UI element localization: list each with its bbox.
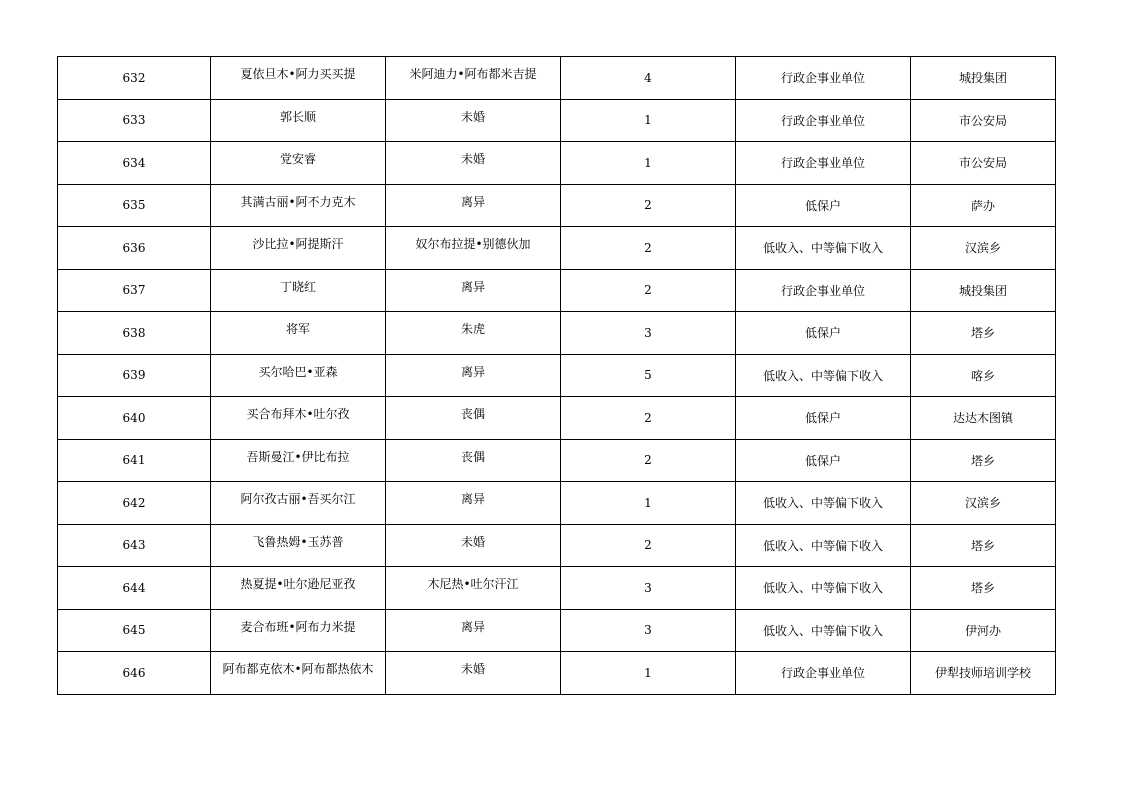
table-row	[58, 439, 1056, 482]
row-number-cell: 637	[58, 269, 211, 312]
row-number-cell: 645	[58, 609, 211, 652]
unit-cell: 达达木图镇	[911, 397, 1056, 440]
cell-text: 奴尔布拉提•别德伙加	[415, 237, 531, 251]
row-number-cell: 635	[58, 184, 211, 227]
household-size-cell: 3	[561, 609, 736, 652]
cell-text: 米阿迪力•阿布都米吉提	[409, 67, 537, 81]
cell-text: 丧偶	[460, 407, 485, 421]
spouse-cell	[386, 312, 561, 355]
cell-text: 未婚	[460, 109, 485, 124]
cell-text: 其满古丽•阿不力克木	[240, 194, 356, 209]
category-cell: 低保户	[736, 397, 911, 440]
spouse-cell	[386, 609, 561, 652]
spouse-cell	[386, 269, 561, 312]
applicant-name-cell	[211, 397, 386, 440]
cell-text: 阿布都克依木•阿布都热依木	[222, 662, 374, 676]
cell-text: 党安睿	[279, 152, 316, 166]
unit-cell: 伊犁技师培训学校	[911, 652, 1056, 695]
unit-cell: 市公安局	[911, 99, 1056, 142]
row-number-cell: 634	[58, 142, 211, 185]
household-size-cell: 2	[561, 184, 736, 227]
category-cell: 低保户	[736, 312, 911, 355]
spouse-cell	[386, 439, 561, 482]
category-cell: 低收入、中等偏下收入	[736, 227, 911, 270]
spouse-cell	[386, 482, 561, 525]
cell-text: 阿尔孜古丽•吾买尔江	[240, 492, 356, 506]
row-number-cell: 644	[58, 567, 211, 610]
table-row	[58, 397, 1056, 440]
household-size-cell: 4	[561, 57, 736, 100]
row-number-cell: 642	[58, 482, 211, 525]
spouse-cell	[386, 397, 561, 440]
unit-cell: 汉滨乡	[911, 482, 1056, 525]
spouse-cell	[386, 57, 561, 100]
applicant-name-cell	[211, 269, 386, 312]
household-size-cell: 3	[561, 567, 736, 610]
table-row	[58, 354, 1056, 397]
category-cell: 低收入、中等偏下收入	[736, 524, 911, 567]
unit-cell: 市公安局	[911, 142, 1056, 185]
table-row	[58, 57, 1056, 100]
applicant-name-cell	[211, 184, 386, 227]
table-row	[58, 567, 1056, 610]
category-cell: 低收入、中等偏下收入	[736, 567, 911, 610]
household-size-cell: 2	[561, 439, 736, 482]
table-row	[58, 142, 1056, 185]
household-size-cell: 2	[561, 227, 736, 270]
row-number-cell: 636	[58, 227, 211, 270]
cell-text: 未婚	[460, 662, 485, 676]
unit-cell: 塔乡	[911, 567, 1056, 610]
applicant-name-cell	[211, 142, 386, 185]
cell-text: 吾斯曼江•伊比布拉	[246, 449, 350, 464]
cell-text: 离异	[460, 492, 485, 506]
cell-text: 买尔哈巴•亚森	[258, 364, 338, 379]
category-cell: 低收入、中等偏下收入	[736, 609, 911, 652]
applicant-name-cell	[211, 652, 386, 695]
unit-cell: 汉滨乡	[911, 227, 1056, 270]
household-size-cell: 1	[561, 142, 736, 185]
unit-cell: 城投集团	[911, 269, 1056, 312]
table-row	[58, 227, 1056, 270]
category-cell: 低保户	[736, 184, 911, 227]
row-number-cell: 633	[58, 99, 211, 142]
row-number-cell: 641	[58, 439, 211, 482]
table-row	[58, 312, 1056, 355]
row-number-cell: 646	[58, 652, 211, 695]
category-cell: 行政企事业单位	[736, 57, 911, 100]
household-size-cell: 1	[561, 99, 736, 142]
category-cell: 低收入、中等偏下收入	[736, 354, 911, 397]
unit-cell: 塔乡	[911, 524, 1056, 567]
category-cell: 行政企事业单位	[736, 142, 911, 185]
row-number-cell: 632	[58, 57, 211, 100]
household-size-cell: 2	[561, 269, 736, 312]
cell-text: 热夏提•吐尔逊尼亚孜	[240, 577, 356, 591]
applicant-name-cell	[211, 99, 386, 142]
applicant-name-cell	[211, 567, 386, 610]
table-row	[58, 99, 1056, 142]
applicant-name-cell	[211, 524, 386, 567]
cell-text: 朱虎	[460, 322, 485, 336]
unit-cell: 塔乡	[911, 312, 1056, 355]
table-row	[58, 184, 1056, 227]
cell-text: 离异	[460, 619, 485, 634]
applicant-name-cell	[211, 354, 386, 397]
cell-text: 未婚	[460, 152, 485, 166]
row-number-cell: 643	[58, 524, 211, 567]
category-cell: 行政企事业单位	[736, 652, 911, 695]
cell-text: 将军	[285, 322, 310, 336]
applicant-name-cell	[211, 57, 386, 100]
row-number-cell: 640	[58, 397, 211, 440]
unit-cell: 萨办	[911, 184, 1056, 227]
cell-text: 离异	[460, 194, 485, 209]
cell-text: 丧偶	[460, 449, 485, 464]
applicant-name-cell	[211, 609, 386, 652]
spouse-cell	[386, 524, 561, 567]
applicant-name-cell	[211, 482, 386, 525]
spouse-cell	[386, 184, 561, 227]
household-size-cell: 3	[561, 312, 736, 355]
household-size-cell: 1	[561, 652, 736, 695]
cell-text: 丁晓红	[279, 279, 316, 294]
household-size-cell: 5	[561, 354, 736, 397]
data-table	[57, 56, 1056, 695]
cell-text: 郭长顺	[279, 109, 316, 124]
spouse-cell	[386, 142, 561, 185]
spouse-cell	[386, 652, 561, 695]
applicant-name-cell	[211, 439, 386, 482]
spouse-cell	[386, 567, 561, 610]
cell-text: 飞鲁热姆•玉苏普	[252, 534, 344, 549]
cell-text: 离异	[460, 364, 485, 379]
table-row	[58, 609, 1056, 652]
table-body	[58, 57, 1056, 695]
table-row	[58, 652, 1056, 695]
unit-cell: 喀乡	[911, 354, 1056, 397]
cell-text: 木尼热•吐尔汗江	[427, 577, 519, 591]
household-size-cell: 2	[561, 524, 736, 567]
spouse-cell	[386, 99, 561, 142]
unit-cell: 城投集团	[911, 57, 1056, 100]
household-size-cell: 1	[561, 482, 736, 525]
category-cell: 低收入、中等偏下收入	[736, 482, 911, 525]
unit-cell: 塔乡	[911, 439, 1056, 482]
household-size-cell: 2	[561, 397, 736, 440]
unit-cell: 伊河办	[911, 609, 1056, 652]
cell-text: 麦合布班•阿布力米提	[240, 619, 356, 634]
cell-text: 离异	[460, 279, 485, 294]
cell-text: 夏依旦木•阿力买买提	[240, 67, 356, 81]
table-row	[58, 269, 1056, 312]
applicant-name-cell	[211, 227, 386, 270]
row-number-cell: 638	[58, 312, 211, 355]
cell-text: 未婚	[460, 534, 485, 549]
table-row	[58, 524, 1056, 567]
row-number-cell: 639	[58, 354, 211, 397]
applicant-name-cell	[211, 312, 386, 355]
spouse-cell	[386, 354, 561, 397]
category-cell: 行政企事业单位	[736, 99, 911, 142]
cell-text: 买合布拜木•吐尔孜	[246, 407, 350, 421]
table-row	[58, 482, 1056, 525]
category-cell: 行政企事业单位	[736, 269, 911, 312]
category-cell: 低保户	[736, 439, 911, 482]
spouse-cell	[386, 227, 561, 270]
cell-text: 沙比拉•阿提斯汗	[252, 237, 344, 251]
